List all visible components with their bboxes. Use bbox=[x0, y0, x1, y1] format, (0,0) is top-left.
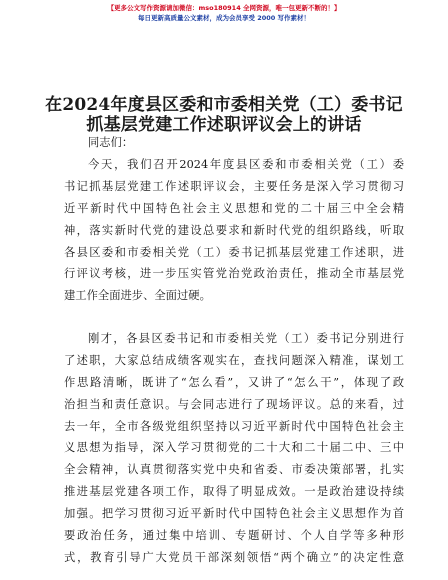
paragraph-line: 行评议考核，进一步压实管党治党政治责任，推动全市基层党 bbox=[64, 267, 404, 281]
paragraph-line: 去一年，全市各级党组织坚持以习近平新时代中国特色社会主 bbox=[64, 419, 404, 433]
paragraph-line: 建工作全面进步、全面过硬。 bbox=[64, 289, 211, 303]
paragraph-line: 神，落实新时代党的建设总要求和新时代党的组织路线，听取 bbox=[64, 223, 404, 237]
promo-banner-line-1: 【更多公文写作资源请加微信：mso180914 全网资源，唯一包更新不断的！】 bbox=[107, 4, 341, 12]
paragraph-line: 式，教育引导广大党员干部深刻领悟“两个确立”的决定性意 bbox=[64, 550, 404, 564]
paragraph-line: 要政治任务，通过集中培训、专题研讨、个人自学等多种形 bbox=[64, 529, 404, 543]
promo-banner-line-2: 每日更新高质量公文素材，成为会员享受 2000 写作素材！ bbox=[137, 14, 311, 22]
paragraph-1 bbox=[64, 154, 404, 307]
paragraph-line: 推进基层党建各项工作，取得了明显成效。一是政治建设持续 bbox=[64, 485, 404, 499]
paragraph-line: 刚才，各县区委书记和市委相关党（工）委书记分别进行 bbox=[88, 332, 404, 345]
paragraph-line: 近平新时代中国特色社会主义思想和党的二十届三中全会精 bbox=[64, 201, 404, 215]
document-title-line-2: 抓基层党建工作述职评议会上的讲话 bbox=[86, 115, 362, 135]
paragraph-line: 各县区委和市委相关党（工）委书记抓基层党建工作述职，进 bbox=[64, 245, 404, 259]
paragraph-line: 义思想为指导，深入学习贯彻党的二十大和二十届二中、三中 bbox=[64, 441, 404, 455]
paragraph-line: 书记抓基层党建工作述职评议会，主要任务是深入学习贯彻习 bbox=[64, 179, 404, 193]
paragraph-line: 全会精神，认真贯彻落实党中央和省委、市委决策部署，扎实 bbox=[64, 463, 404, 477]
paragraph-line: 今天，我们召开2024年度县区委和市委相关党（工）委 bbox=[88, 158, 404, 171]
paragraph-line: 了述职，大家总结成绩客观实在，查找问题深入精准，谋划工 bbox=[64, 353, 404, 367]
salutation: 同志们： bbox=[88, 136, 134, 149]
document-title-line-1: 在2024年度县区委和市委相关党（工）委书记 bbox=[45, 95, 403, 115]
paragraph-line: 加强。把学习贯彻习近平新时代中国特色社会主义思想作为首 bbox=[64, 507, 404, 521]
paragraph-2 bbox=[64, 328, 404, 569]
paragraph-line: 治担当和责任意识。与会同志进行了现场评议。总的来看，过 bbox=[64, 397, 404, 411]
paragraph-line: 作思路清晰，既讲了“怎么看”，又讲了“怎么干”，体现了政 bbox=[64, 375, 404, 389]
